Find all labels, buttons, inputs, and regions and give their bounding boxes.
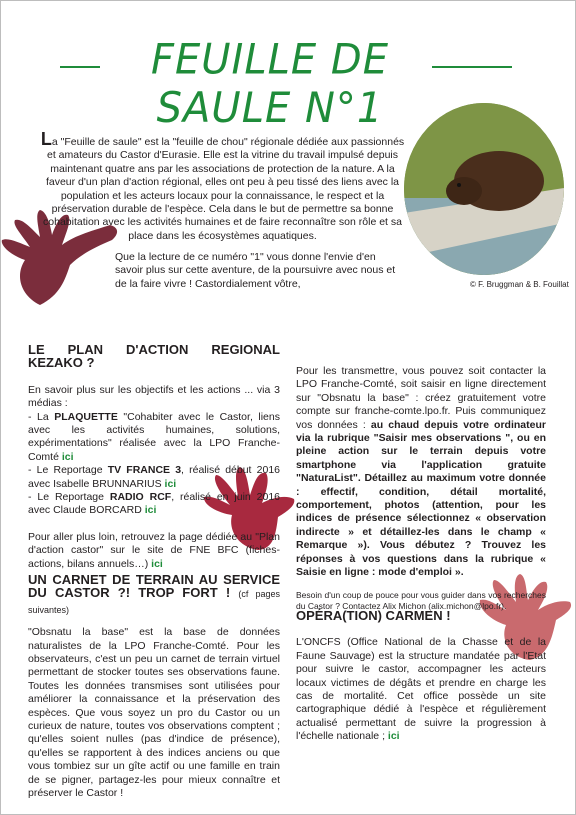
section-transmettre [296,365,546,612]
plaquette-link[interactable]: ici [61,450,74,463]
beaver-photo [404,103,564,275]
section-carmen-heading: OPÉRA(TION) CARMEN ! [296,608,451,623]
title-underline-left [60,66,100,68]
section-carnet-text: "Obsnatu la base" est la base de données naturalistes de la LPO Franche-Comté. Pour les observateurs, c'est un peu un carnet de terrain virtuel permettant de stocker toutes ses observations faune. Toutes les données transmises sont utilisées pour améliorer la connaissance et la préservation des espèces. Que vous soyez un pro du Castor ou un curieux de nature, toutes vos observations comptent ; qu'elles soient nulles (pas d'indice de présence), qu'elles se rapportent à des indices anciens ou que vous tombiez sur un gîte actif ou une famille en train de se pigner, partagez-les pour mieux connaître et préserver le Castor ! [28,626,280,800]
more-info-item: Pour aller plus loin, retrouvez la page dédiée au "Plan d'action castor" sur le site de FNE BFC (fiches-actions, bilans annuels…) ici [28,530,280,570]
photo-credit: © F. Bruggman & B. Fouillat [470,280,569,289]
section-plan-action-heading: LE PLAN D'ACTION REGIONAL KEZAKO ? [28,342,280,371]
section-plan-action-lead: En savoir plus sur les objectifs et les actions ... via 3 médias : [28,383,280,410]
transmettre-note: Besoin d'un coup de pouce pour vous guider dans vos recherches du Castor ? Contactez Alix Michon (alix.michon@lpo.fr). [296,589,546,611]
section-carmen-text: L'ONCFS (Office National de la Chasse et de la Faune Sauvage) est la structure mandatée par l'Etat pour suivre le castor, accompagner les acteurs locaux victimes de dégâts et prendre en charge les cas de mortalité. Cet office possède un site cartographique dédié à l'espèce et régulièrement actualisé permettant de suivre la progression à l'échelle nationale ; ici [296,636,546,743]
radio-link[interactable]: ici [144,504,157,517]
section-carnet-heading: UN CARNET DE TERRAIN AU SERVICE DU CASTOR ?! TROP FORT ! (cf pages suivantes) [28,572,280,615]
radio-item: - Le Reportage RADIO RCF, réalisé en juin 2016 avec Claude BORCARD ici [28,491,280,517]
transmettre-text: Pour les transmettre, vous pouvez soit contacter la LPO Franche-Comté, soit saisir en ligne directement sur "Obsnatu la base" : créez gratuitement votre compte sur franche-comte.lpo.fr. Puis communiquez vos données : au chaud depuis votre ordinateur via la rubrique "Saisir mes observations ", ou en pleine action sur le terrain depuis votre smartphone via l'application gratuite "NaturaList". Détaillez au maximum votre donnée : effectif, condition, détail mortalité, comportement, photos (attention, pour les indices de présence sélectionnez « observation indirecte » et détaillez-les dans le champ « Remarque »). Vous débutez ? Trouvez les réponses à vos questions dans la rubrique « Saisie en ligne : mode d'emploi ». [296,365,546,579]
fne-link[interactable]: ici [151,557,163,570]
section-carnet [28,573,280,801]
section-plan-action [28,343,280,571]
page-title: FEUILLE DE SAULE N°1 [151,35,389,133]
intro-text: a "Feuille de saule" est la "feuille de chou" régionale dédiée aux passionnés et amateurs du Castor d'Eurasie. Elle est la vitrine du travail impulsé depuis maintenant quatre ans par les associations de protection de la nature. A la faveur d'un plan d'action régional, elles ont peu à peu tissé des liens avec la population et les acteurs locaux pour la connaissance, le respect et la préservation durable de l'espèce. Cela dans le but de permettre sa bonne cohabitation avec les activités humaines et de faire reconnaître son rôle et sa place dans les écosystèmes aquatiques. [43,136,405,242]
plaquette-item: - La PLAQUETTE "Cohabiter avec le Castor, liens avec les activités humaines, solutions, expérimentations" réalisée avec la LPO Franche-Comté ici [28,410,280,463]
oncfs-link[interactable]: ici [387,730,400,743]
intro-paragraph [40,129,405,243]
tv-item: - Le Reportage TV FRANCE 3, réalisé début 2016 avec Isabelle BRUNNARIUS ici [28,464,280,490]
tv-link[interactable]: ici [164,477,177,490]
title-underline-right [432,66,512,68]
section-carmen [296,609,546,744]
intro-dropcap: L [40,129,52,149]
intro-closing: Que la lecture de ce numéro "1" vous donne l'envie d'en savoir plus sur cette aventure, de la poursuivre avec nous et de la faire vivre ! Castordialement vôtre, [115,251,396,290]
